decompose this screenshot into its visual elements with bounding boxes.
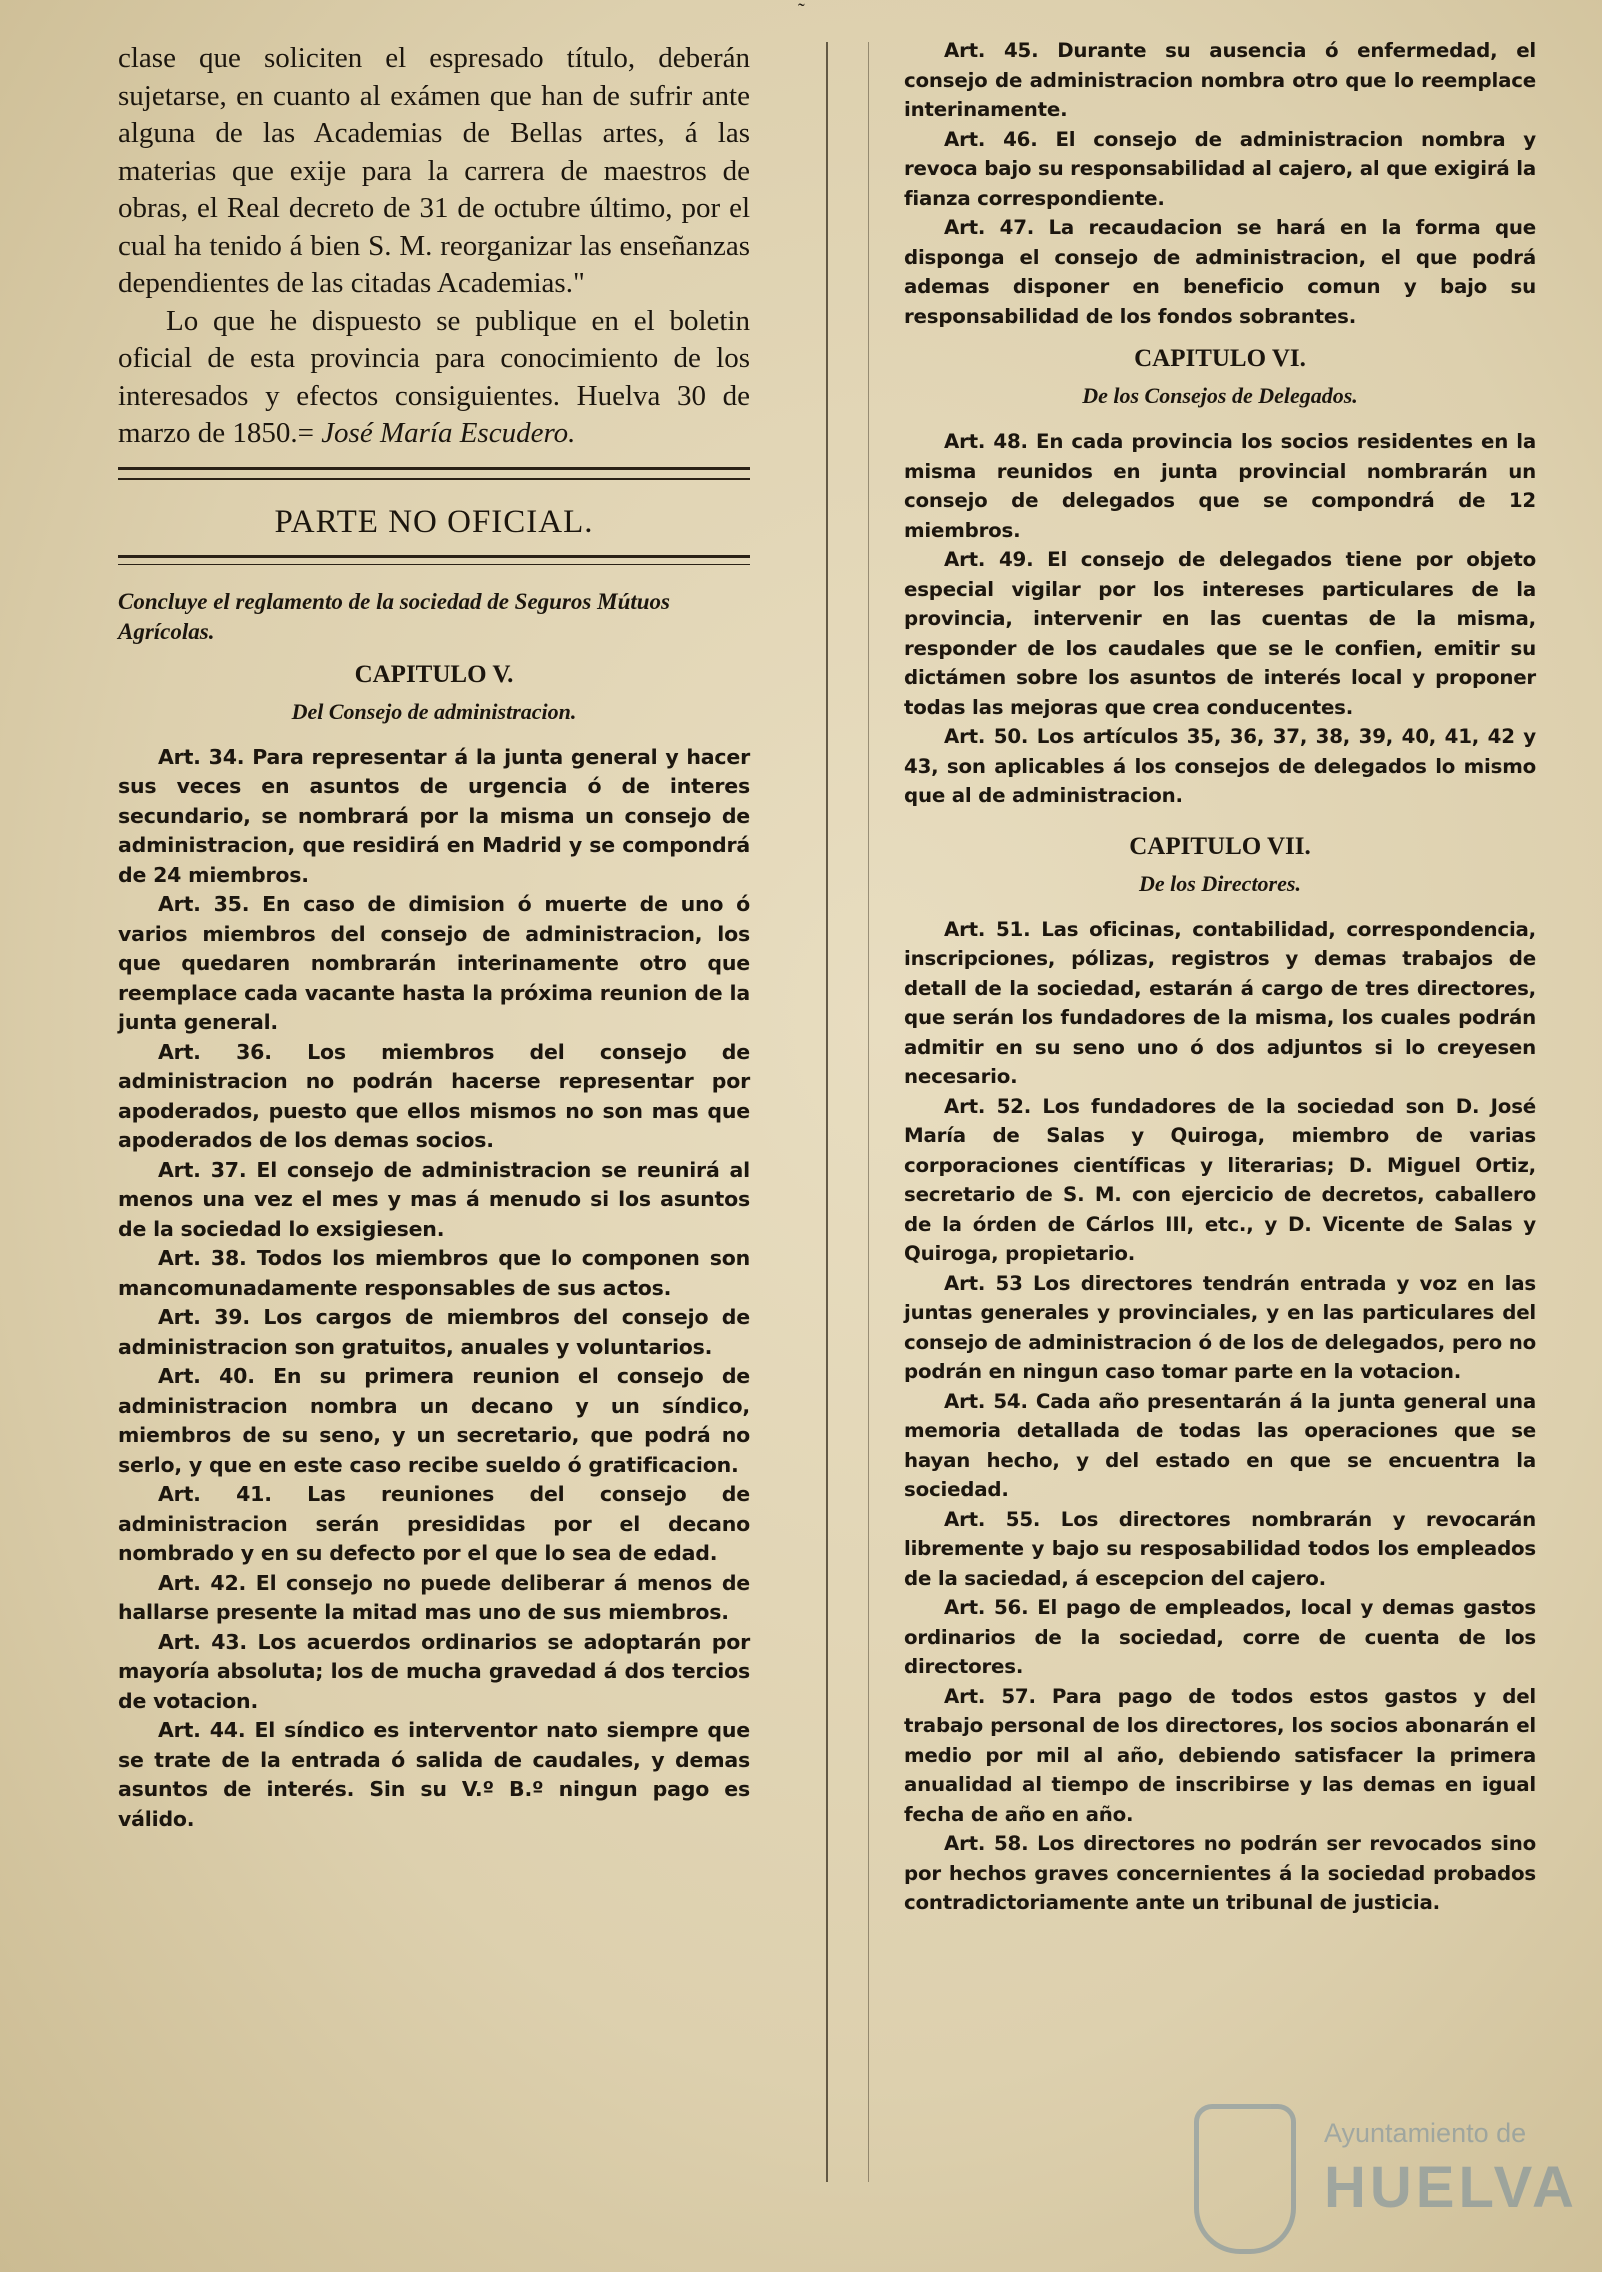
article-number: Art. 39. — [158, 1305, 250, 1329]
article-text: El consejo de delegados tiene por objeto especial vigilar por los intereses particulares de la provincia, intervenir en las cuentas de la misma, responder de los caudales que se le confien, emitir su dictámen sobre los asuntos de interés local y proponer todas las mejoras que crea conducentes. — [904, 548, 1536, 719]
article-number: Art. 58. — [944, 1832, 1029, 1855]
double-rule — [118, 467, 750, 480]
article — [118, 1038, 750, 1156]
article-text: El síndico es interventor nato siempre que se trate de la entrada ó salida de caudales, y demas asuntos de interés. Sin su V.º B.º ningun pago es válido. — [118, 1718, 750, 1831]
watermark — [1194, 2104, 1578, 2254]
article — [118, 1156, 750, 1245]
opening-paragraph: clase que soliciten el espresado título, deberán sujetarse, en cuanto al exámen que han de sufrir ante alguna de las Academias de Bellas artes, á las materias que exije para la carrera de maestros de obras, el Real decreto de 31 de octubre último, por el cual ha tenido á bien S. M. reorganizar las enseñanzas dependientes de las citadas Academias." — [118, 42, 750, 299]
article-text: Los fundadores de la sociedad son D. José María de Salas y Quiroga, miembro de varias corporaciones científicas y literarias; D. Miguel Ortiz, secretario de S. M. con ejercicio de decretos, caballero de la órden de Cárlos III, etc., y D. Vicente de Salas y Quiroga, propietario. — [904, 1094, 1536, 1265]
watermark-line1: Ayuntamiento de — [1324, 2118, 1527, 2148]
left-column — [118, 40, 750, 1834]
article-number: Art. 34. — [158, 744, 245, 769]
article-number: Art. 56. — [944, 1596, 1029, 1619]
article-text: Los miembros del consejo de administracion no podrán hacerse representar por apoderados, puesto que ellos mismos no son mas que apoderados de los demas socios. — [118, 1039, 750, 1152]
article-number: Art. 40. — [158, 1364, 255, 1388]
article-text: El consejo no puede deliberar á menos de hallarse presente la mitad mas uno de sus miembros. — [118, 1570, 750, 1624]
article — [118, 1244, 750, 1303]
closing-text: Lo que he dispuesto se publique en el boletin oficial de esta provincia para conocimiento de los interesados y efectos consiguientes. Huelva 30 de marzo de 1850.= — [118, 304, 750, 449]
article-number: Art. 44. — [158, 1718, 246, 1742]
article-list — [118, 743, 750, 1835]
article — [904, 1387, 1536, 1505]
subtitle: Concluye el reglamento de la sociedad de Seguros Mútuos Agrícolas. — [118, 588, 670, 644]
article — [118, 890, 750, 1038]
chapter-label: CAPITULO VI. — [1134, 345, 1306, 372]
article — [904, 36, 1536, 125]
article — [118, 1628, 750, 1717]
article-number: Art. 52. — [944, 1094, 1032, 1118]
article — [904, 915, 1536, 1092]
article-text: Todos los miembros que lo componen son mancomunadamente responsables de sus actos. — [118, 1246, 751, 1300]
signature: José María Escudero. — [321, 417, 576, 449]
right-column — [904, 36, 1536, 1918]
article-list — [904, 427, 1536, 811]
article-number: Art. 57. — [944, 1684, 1036, 1708]
chapter-title: Del Consejo de administracion. — [291, 698, 577, 724]
article-text: Las reuniones del consejo de administracion serán presididas por el decano nombrado y en su defecto por el que lo sea de edad. — [118, 1482, 750, 1565]
article — [904, 1593, 1536, 1682]
city-shield-icon — [1194, 2104, 1296, 2254]
closing-paragraph — [118, 303, 750, 453]
article-text: Los directores tendrán entrada y voz en las juntas generales y provinciales, y en las particulares del consejo de administracion ó de los de delegados, pero no podrán en ningun caso tomar parte en la votacion. — [904, 1271, 1536, 1383]
chapter-title: De los Consejos de Delegados. — [1082, 383, 1358, 408]
article-text: En caso de dimision ó muerte de uno ó varios miembros del consejo de administracion, los que quedaren nombrarán interinamente otro que reemplace cada vacante hasta la próxima reunion de la junta general. — [118, 892, 750, 1034]
double-rule — [118, 555, 750, 565]
article — [904, 1682, 1536, 1830]
article — [904, 1092, 1536, 1269]
article-number: Art. 49. — [944, 548, 1034, 571]
article — [118, 1569, 750, 1628]
article-text: Las oficinas, contabilidad, correspondencia, inscripciones, pólizas, registros y demas trabajos de detall de la sociedad, estarán á cargo de tres directores, que serán los fundadores de la misma, los cuales podrán admitir en su seno uno ó dos adjuntos si lo creyesen necesario. — [904, 917, 1536, 1088]
article-number: Art. 42. — [158, 1570, 247, 1595]
article-text: Para representar á la junta general y hacer sus veces en asuntos de urgencia ó de interes secundario, se nombrará por la misma un consejo de administracion, que residirá en Madrid y se compondrá de 24 miembros. — [118, 744, 750, 887]
article — [904, 125, 1536, 214]
article-number: Art. 50. — [944, 725, 1029, 748]
article-text: La recaudacion se hará en la forma que disponga el consejo de administracion, el que podrá ademas disponer en beneficio comun y bajo su responsabilidad de los fondos sobrantes. — [904, 216, 1537, 328]
article-text: Los acuerdos ordinarios se adoptarán por mayoría absoluta; los de mucha gravedad á dos tercios de votacion. — [118, 1629, 750, 1713]
chapter-label: CAPITULO V. — [354, 660, 514, 688]
article-number: Art. 47. — [944, 216, 1035, 239]
article-list — [904, 915, 1536, 1918]
article-number: Art. 35. — [158, 892, 250, 916]
article-number: Art. 48. — [944, 430, 1028, 453]
section-heading: PARTE NO OFICIAL. — [274, 503, 594, 540]
article-text: Durante su ausencia ó enfermedad, el consejo de administracion nombra otro que lo reemplace interinamente. — [904, 39, 1536, 121]
article-text: Los cargos de miembros del consejo de administracion son gratuitos, anuales y voluntarios. — [118, 1305, 750, 1359]
article-text: El consejo de administracion se reunirá al menos una vez el mes y mas á menudo si los asuntos de la sociedad lo exsigiesen. — [118, 1157, 750, 1241]
column-divider-thin — [868, 42, 869, 2182]
article-number: Art. 38. — [158, 1246, 247, 1270]
article — [904, 1269, 1536, 1387]
article-text: Los directores nombrarán y revocarán libremente y bajo su resposabilidad todos los empleados de la saciedad, á escepcion del cajero. — [904, 1507, 1536, 1590]
article-text: El consejo de administracion nombra y revoca bajo su responsabilidad al cajero, al que exigirá la fianza correspondiente. — [904, 127, 1536, 210]
article — [118, 1480, 750, 1569]
article — [118, 743, 750, 891]
article — [118, 1303, 750, 1362]
article-text: En cada provincia los socios residentes en la misma reunidos en junta provincial nombrarán un consejo de delegados que se compondrá de 12 miembros. — [904, 430, 1536, 542]
article-text: Cada año presentarán á la junta general una memoria detallada de todas las operaciones que se hayan hecho, y del estado en que se encuentra la sociedad. — [904, 1389, 1537, 1501]
article — [904, 427, 1536, 545]
article-list — [904, 36, 1536, 331]
article — [904, 1505, 1536, 1594]
column-divider — [826, 42, 828, 2182]
article-number: Art. 37. — [158, 1157, 247, 1182]
article-text: Los artículos 35, 36, 37, 38, 39, 40, 41, 42 y 43, son aplicables á los consejos de delegados lo mismo que al de administracion. — [904, 725, 1536, 807]
corner-mark: ˜ — [798, 0, 805, 22]
article — [904, 213, 1536, 331]
article — [904, 545, 1536, 722]
watermark-line2: HUELVA — [1324, 2155, 1578, 2220]
article-number: Art. 53 — [944, 1271, 1023, 1295]
article-text: En su primera reunion el consejo de administracion nombra un decano y un síndico, miembros de su seno, y un secretario, que podrá no serlo, y que en este caso recibe sueldo ó gratificacion. — [118, 1364, 750, 1477]
chapter-title: De los Directores. — [1139, 870, 1301, 896]
article-number: Art. 54. — [944, 1389, 1028, 1413]
article-text: Para pago de todos estos gastos y del trabajo personal de los directores, los socios abonarán el medio por mil al año, debiendo satisfacer la primera anualidad al tiempo de inscribirse y las demas en igual fecha de año en año. — [904, 1684, 1536, 1826]
article-number: Art. 45. — [944, 39, 1039, 62]
article — [118, 1362, 750, 1480]
article — [904, 722, 1536, 811]
article — [904, 1829, 1536, 1918]
article-number: Art. 46. — [944, 127, 1038, 151]
article-text: El pago de empleados, local y demas gastos ordinarios de la sociedad, corre de cuenta de los directores. — [904, 1596, 1536, 1678]
article-number: Art. 36. — [158, 1039, 272, 1064]
article — [118, 1716, 750, 1834]
article-number: Art. 55. — [944, 1507, 1041, 1531]
article-number: Art. 43. — [158, 1629, 247, 1654]
article-number: Art. 51. — [944, 917, 1031, 941]
article-number: Art. 41. — [158, 1482, 272, 1506]
article-text: Los directores no podrán ser revocados sino por hechos graves concernientes á la sociedad probados contradictoriamente ante un tribunal de justicia. — [904, 1832, 1536, 1914]
chapter-label: CAPITULO VII. — [1129, 832, 1311, 860]
